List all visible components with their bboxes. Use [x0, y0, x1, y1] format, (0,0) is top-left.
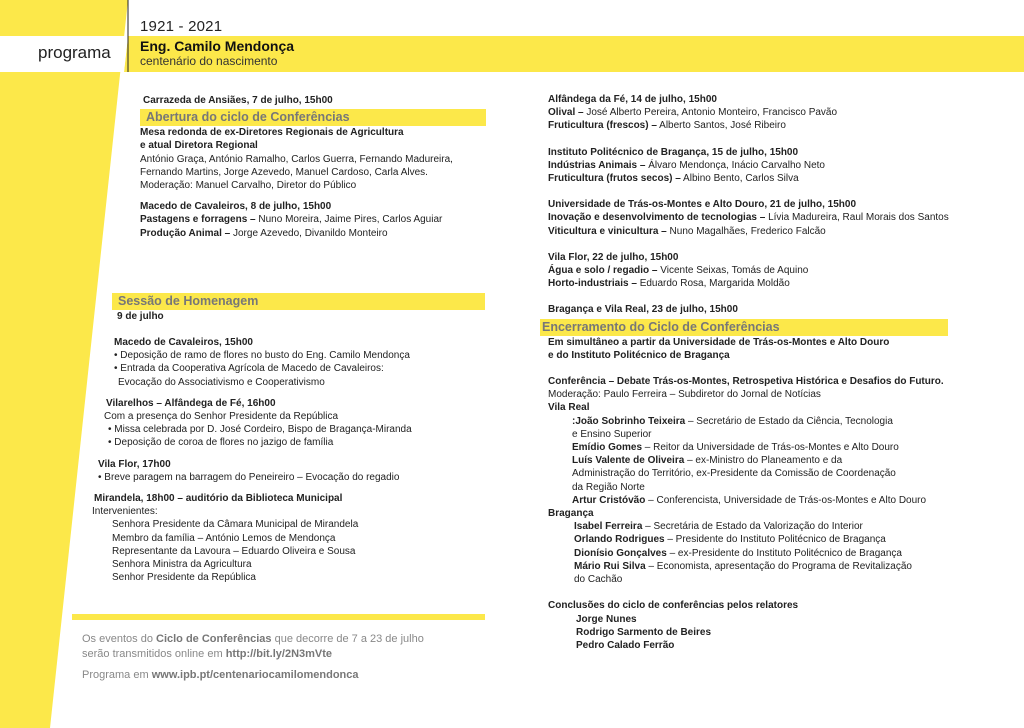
list-item: Representante da Lavoura – Eduardo Oliveira e Sousa [112, 545, 356, 557]
event-text: Intervenientes: [92, 506, 158, 518]
program-link[interactable]: www.ipb.pt/centenariocamilomendonca [151, 669, 359, 681]
list-item: • Missa celebrada por D. José Cordeiro, Bispo de Bragança-Miranda [108, 424, 412, 436]
event-location-date: Macedo de Cavaleiros, 8 de julho, 15h00 [140, 201, 332, 213]
speaker: :João Sobrinho Teixeira – Secretário de Estado da Ciência, Tecnologia [572, 415, 893, 427]
event-location-date: Mirandela, 18h00 – auditório da Biblioteca Municipal [94, 493, 343, 505]
event-text: Conferência – Debate Trás-os-Montes, Retrospetiva Histórica e Desafios do Futuro. [548, 376, 944, 388]
left-column-events [92, 336, 492, 584]
left-column-homenagem [112, 293, 492, 323]
event-text: Moderação: Paulo Ferreira – Subdiretor do Jornal de Notícias [548, 389, 821, 401]
event-location-date: Vila Flor, 17h00 [98, 458, 171, 470]
event-text: Em simultâneo a partir da Universidade de Trás-os-Montes e Alto Douro [548, 336, 890, 348]
event-text [140, 227, 490, 240]
list-item: • Deposição de coroa de flores no jazigo de família [108, 437, 334, 449]
event-text: Fruticultura (frutos secos) – Albino Bento, Carlos Silva [548, 173, 799, 185]
footer-line-3: Programa em www.ipb.pt/centenariocamilomendonca [82, 669, 359, 681]
left-column [140, 94, 490, 240]
list-item: Senhora Ministra da Agricultura [112, 559, 252, 571]
event-text [140, 213, 490, 226]
event-location-date: Instituto Politécnico de Bragança, 15 de julho, 15h00 [548, 146, 799, 158]
footer-line-1: Os eventos do Ciclo de Conferências que decorre de 7 a 23 de julho [82, 633, 424, 645]
section-heading-abertura: Abertura do ciclo de Conferências [140, 109, 486, 126]
footer-line-2: serão transmitidos online em http://bit.ly/2N3mVte [82, 648, 333, 660]
event-text: António Graça, António Ramalho, Carlos Guerra, Fernando Madureira, [140, 153, 453, 165]
centenary-years: 1921 - 2021 [140, 18, 223, 35]
section-heading-encerramento: Encerramento do Ciclo de Conferências [540, 319, 948, 336]
programa-label: programa [38, 43, 111, 62]
event-text: Olival – José Alberto Pereira, Antonio Monteiro, Francisco Pavão [548, 107, 838, 119]
event-text: e do Instituto Politécnico de Bragança [548, 349, 730, 361]
event-text: Com a presença do Senhor Presidente da República [104, 411, 339, 423]
rapporteur: Pedro Calado Ferrão [576, 639, 675, 651]
page-subtitle: centenário do nascimento [140, 54, 278, 68]
list-item: Evocação do Associativismo e Cooperativismo [118, 376, 325, 388]
list-item: Senhor Presidente da República [112, 572, 256, 584]
speaker-cont: do Cachão [574, 574, 623, 586]
event-location-date: Universidade de Trás-os-Montes e Alto Douro, 21 de julho, 15h00 [548, 199, 857, 211]
speaker: Isabel Ferreira – Secretária de Estado da Valorização do Interior [574, 521, 863, 533]
subsection-label: Bragança [548, 508, 594, 520]
subsection-label: Vila Real [548, 402, 590, 414]
event-location-date: Vila Flor, 22 de julho, 15h00 [548, 251, 679, 263]
rapporteur: Jorge Nunes [576, 613, 637, 625]
topic-label: Pastagens e forragens – [140, 214, 256, 226]
speaker: Dionísio Gonçalves – ex-Presidente do Instituto Politécnico de Bragança [574, 547, 902, 559]
speaker: Mário Rui Silva – Economista, apresentação do Programa de Revitalização [574, 560, 912, 572]
footer-highlight: Ciclo de Conferências [156, 633, 272, 645]
event-text: Água e solo / regadio – Vicente Seixas, Tomás de Aquino [548, 265, 809, 277]
speaker-cont: e Ensino Superior [572, 428, 652, 440]
event-text: Fruticultura (frescos) – Alberto Santos, José Ribeiro [548, 120, 786, 132]
speaker-cont: Administração do Território, ex-Presidente da Comissão de Coordenação [572, 468, 896, 480]
event-text: Moderação: Manuel Carvalho, Diretor do Público [140, 180, 357, 192]
topic-label: Produção Animal – [140, 227, 231, 239]
event-text: Indústrias Animais – Álvaro Mendonça, Inácio Carvalho Neto [548, 159, 825, 171]
speaker: Orlando Rodrigues – Presidente do Instituto Politécnico de Bragança [574, 534, 886, 546]
event-location-date: Alfândega da Fé, 14 de julho, 15h00 [548, 94, 717, 105]
rapporteur: Rodrigo Sarmento de Beires [576, 626, 712, 638]
right-column [542, 93, 1018, 652]
event-location-date: Vilarelhos – Alfândega de Fé, 16h00 [106, 397, 276, 409]
event-text: Fernando Martins, Jorge Azevedo, Manuel Cardoso, Carla Alves. [140, 166, 428, 178]
stream-link[interactable]: http://bit.ly/2N3mVte [225, 648, 333, 660]
list-item: • Deposição de ramo de flores no busto do Eng. Camilo Mendonça [114, 350, 410, 362]
topic-names: Jorge Azevedo, Divanildo Monteiro [233, 227, 388, 239]
event-text: Mesa redonda de ex-Diretores Regionais de Agricultura [140, 127, 404, 139]
list-item: • Breve paragem na barragem do Peneireiro – Evocação do regadio [98, 471, 400, 483]
event-text: Inovação e desenvolvimento de tecnologias – Lívia Madureira, Raul Morais dos Santos [548, 212, 949, 224]
footer-note [82, 632, 424, 683]
page-title: Eng. Camilo Mendonça [140, 38, 295, 54]
event-location-date: Macedo de Cavaleiros, 15h00 [114, 337, 253, 348]
event-text: e atual Diretora Regional [140, 140, 258, 152]
speaker-cont: da Região Norte [572, 481, 645, 493]
event-location-date: Bragança e Vila Real, 23 de julho, 15h00 [548, 304, 738, 316]
event-text: Viticultura e vinicultura – Nuno Magalhães, Frederico Falcão [548, 225, 826, 237]
event-date: 9 de julho [117, 311, 164, 322]
event-location-date: Carrazeda de Ansiães, 7 de julho, 15h00 [143, 95, 333, 106]
event-text: Conclusões do ciclo de conferências pelos relatores [548, 600, 799, 612]
section-heading-homenagem: Sessão de Homenagem [112, 293, 485, 310]
speaker: Luís Valente de Oliveira – ex-Ministro do Planeamento e da [572, 455, 843, 467]
speaker: Artur Cristóvão – Conferencista, Universidade de Trás-os-Montes e Alto Douro [572, 494, 927, 506]
footer-yellow-rule [72, 614, 485, 620]
speaker: Emídio Gomes – Reitor da Universidade de Trás-os-Montes e Alto Douro [572, 442, 899, 454]
event-text: Horto-industriais – Eduardo Rosa, Margarida Moldão [548, 278, 790, 290]
list-item: • Entrada da Cooperativa Agrícola de Macedo de Cavaleiros: [114, 363, 384, 375]
list-item: Senhora Presidente da Câmara Municipal de Mirandela [112, 519, 359, 531]
topic-names: Nuno Moreira, Jaime Pires, Carlos Aguiar [258, 214, 443, 226]
list-item: Membro da família – António Lemos de Mendonça [112, 532, 336, 544]
